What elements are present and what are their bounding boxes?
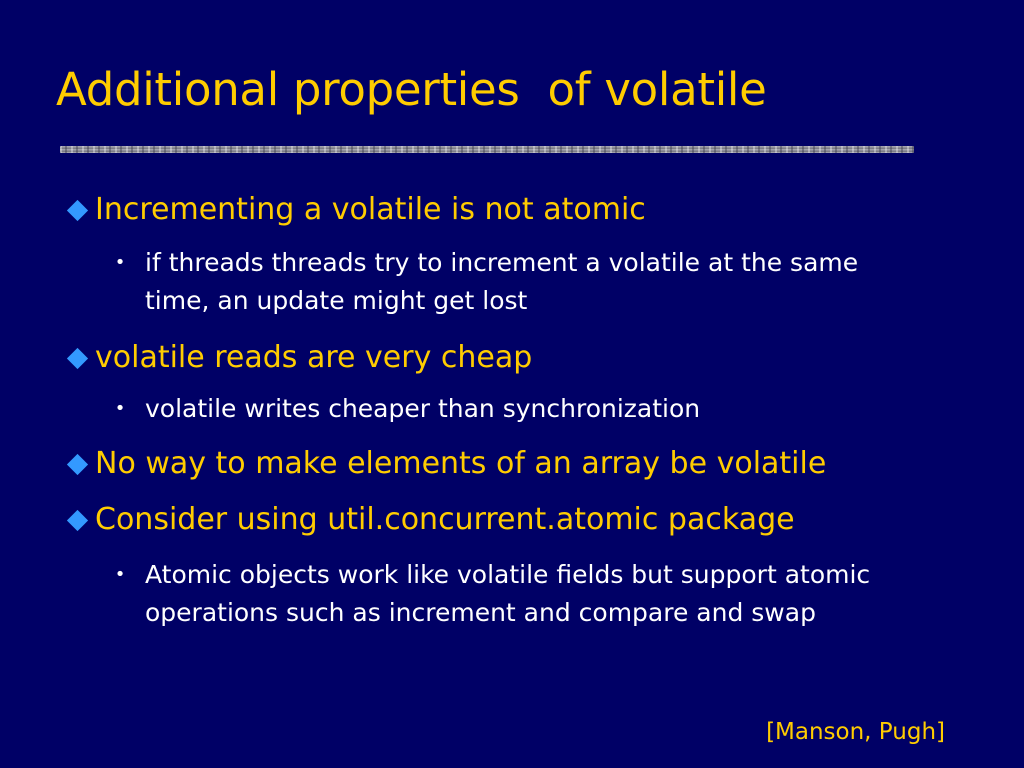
bullet-text: No way to make elements of an array be volatile bbox=[95, 446, 827, 481]
bullet-item bbox=[64, 500, 795, 540]
subbullet-item bbox=[112, 556, 932, 632]
slide-title: Additional properties of volatile bbox=[56, 63, 767, 116]
bullet-item bbox=[64, 338, 532, 378]
diamond-icon bbox=[67, 199, 88, 220]
bullet-dot-icon: • bbox=[114, 564, 126, 585]
subbullet-item bbox=[112, 390, 932, 428]
subbullet-text: Atomic objects work like volatile fields but support atomic operations such as increment and compare and swap bbox=[145, 560, 871, 627]
bullet-dot-icon: • bbox=[114, 398, 126, 419]
bullet-dot-icon: • bbox=[114, 252, 126, 273]
bullet-item bbox=[64, 444, 826, 484]
subbullet-text: if threads threads try to increment a volatile at the same time, an update might get lost bbox=[145, 248, 859, 315]
diamond-icon bbox=[67, 453, 88, 474]
bullet-text: Incrementing a volatile is not atomic bbox=[95, 192, 646, 227]
diamond-icon bbox=[67, 347, 88, 368]
subbullet-text: volatile writes cheaper than synchronization bbox=[145, 394, 701, 423]
title-divider bbox=[60, 146, 914, 153]
subbullet-item bbox=[112, 244, 932, 320]
bullet-text: Consider using util.concurrent.atomic package bbox=[95, 502, 795, 537]
bullet-item bbox=[64, 190, 646, 230]
diamond-icon bbox=[67, 509, 88, 530]
bullet-text: volatile reads are very cheap bbox=[95, 340, 533, 375]
citation: [Manson, Pugh] bbox=[766, 719, 945, 745]
